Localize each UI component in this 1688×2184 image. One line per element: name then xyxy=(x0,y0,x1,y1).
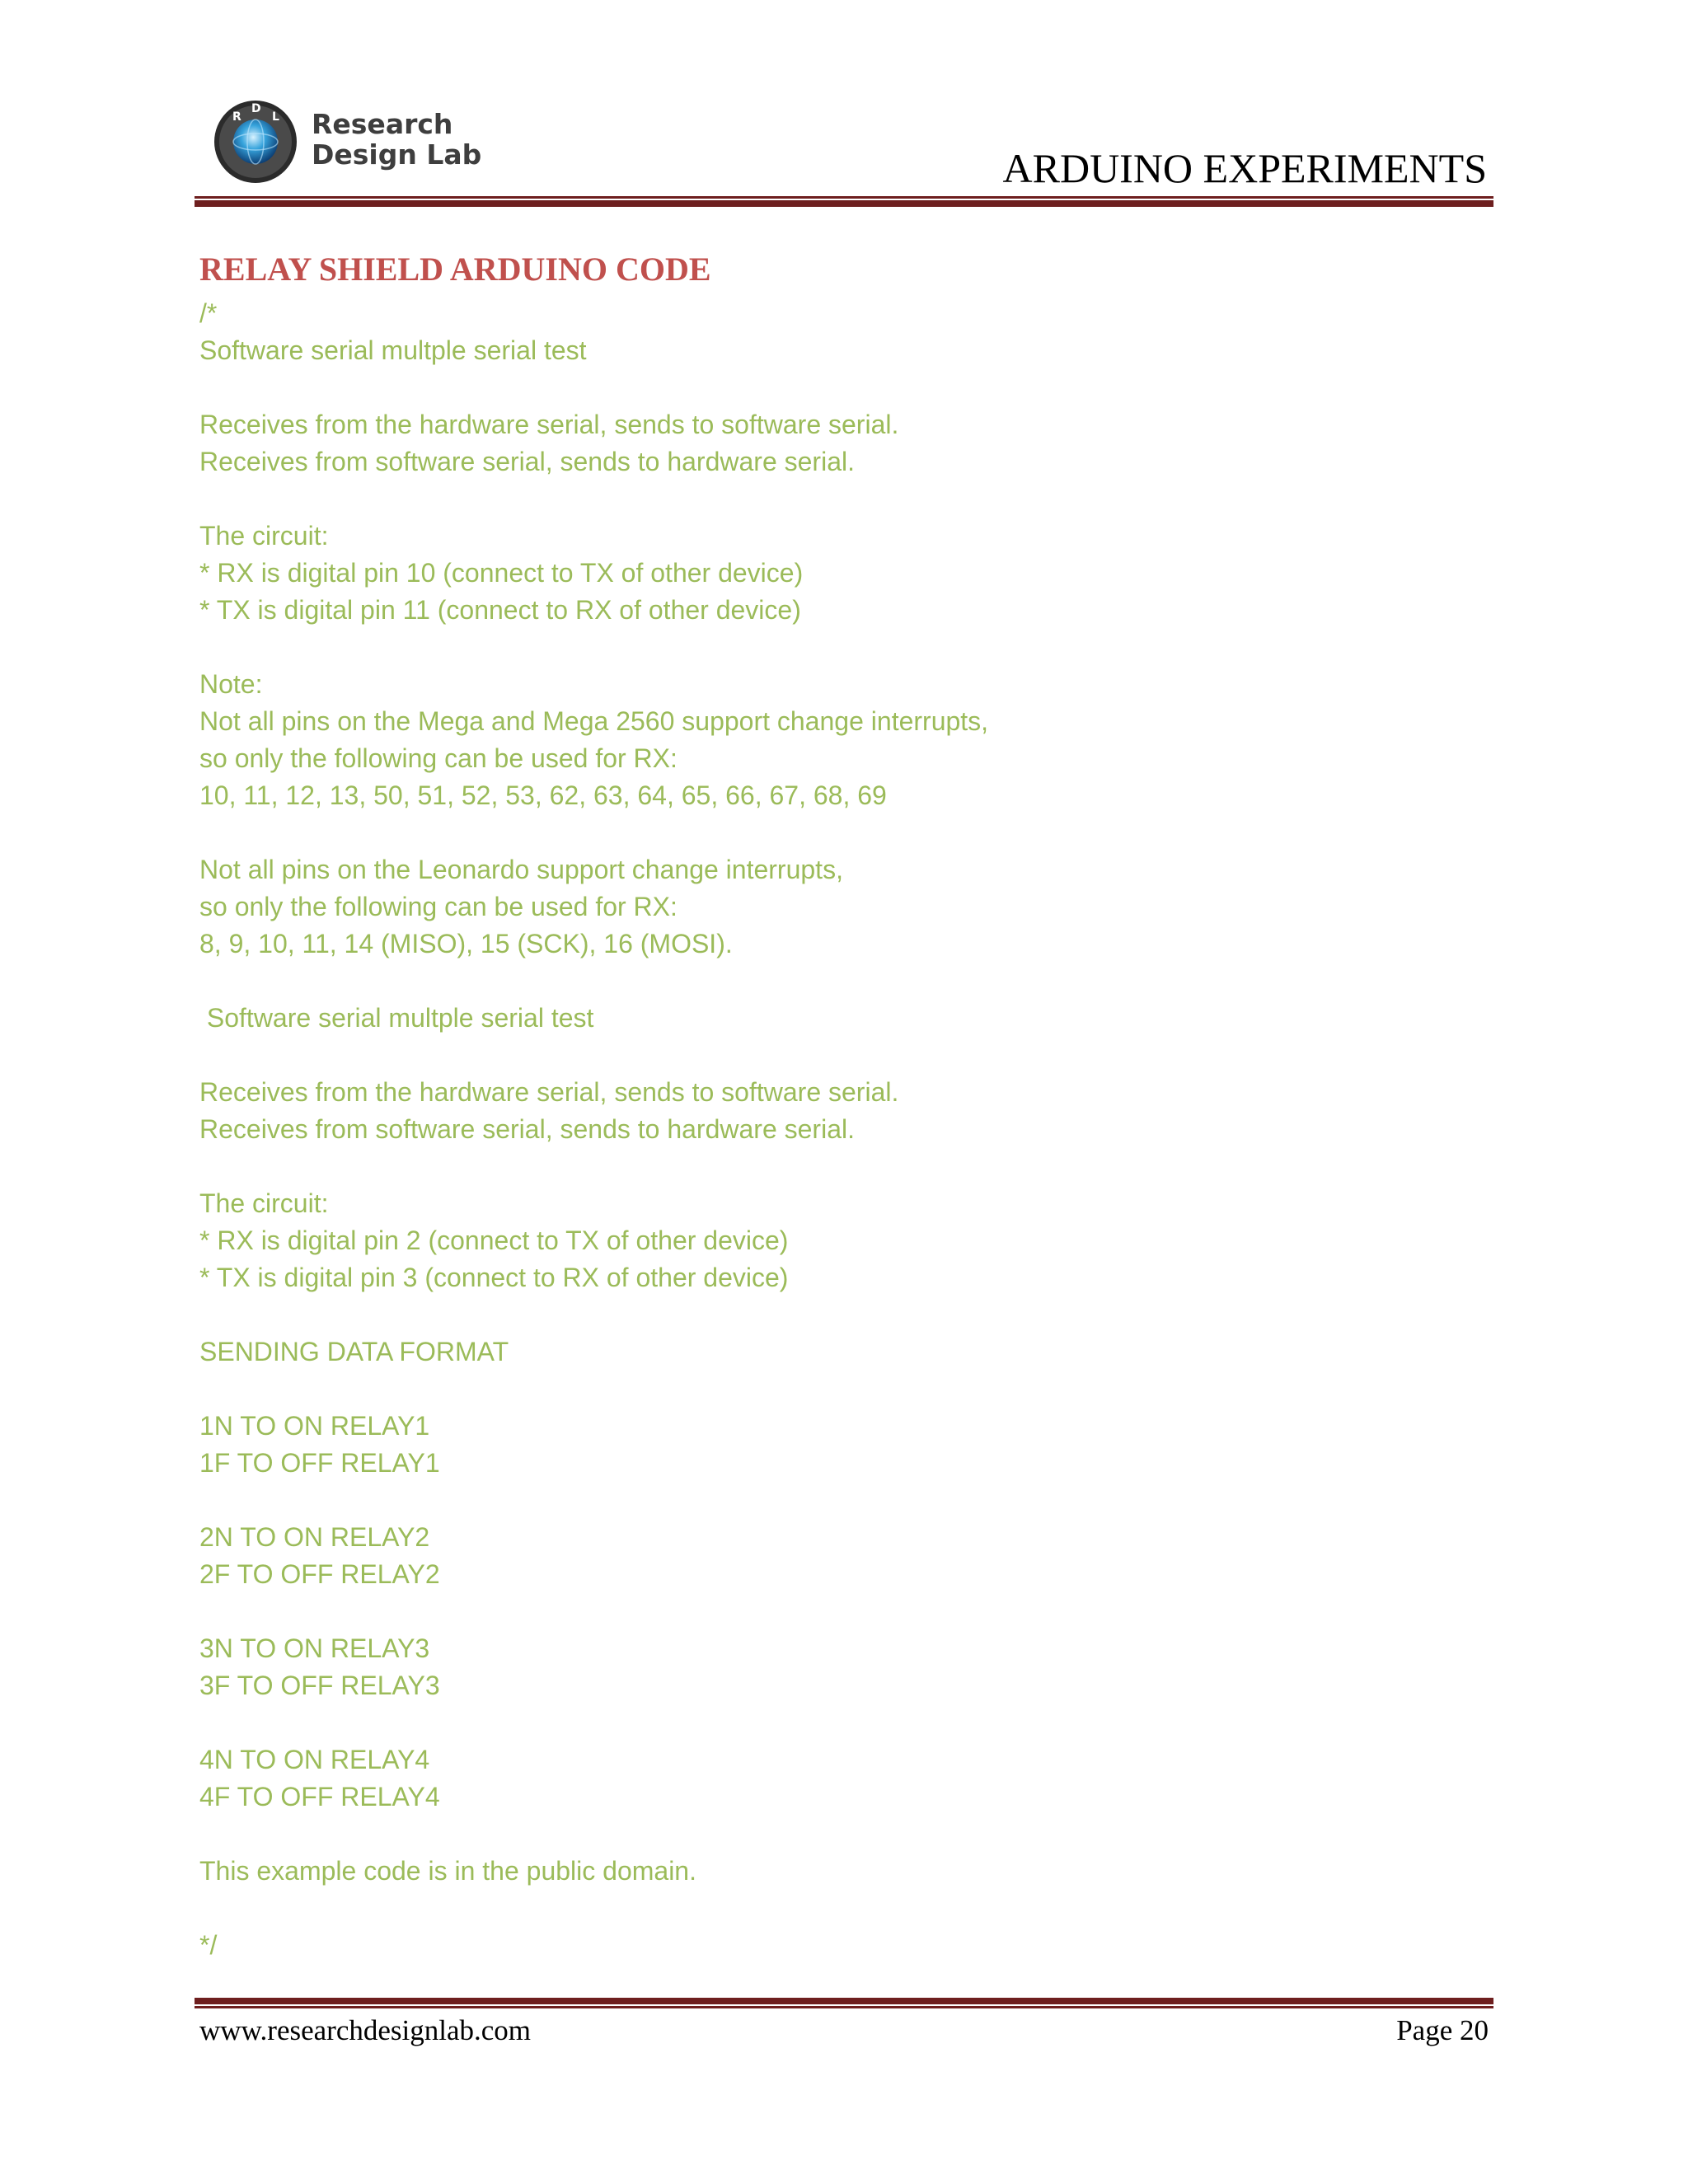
code-line: This example code is in the public domain. xyxy=(199,1856,696,1886)
logo-ring-letter-d: D xyxy=(251,102,261,115)
section-heading: RELAY SHIELD ARDUINO CODE xyxy=(199,251,711,288)
code-line xyxy=(199,1296,1436,1333)
code-line: 4N TO ON RELAY4 xyxy=(199,1745,430,1774)
code-line xyxy=(199,629,1436,666)
code-line: 2F TO OFF RELAY2 xyxy=(199,1559,440,1589)
code-line: The circuit: xyxy=(199,1188,329,1218)
code-line: Receives from software serial, sends to hardware serial. xyxy=(199,447,855,476)
code-line xyxy=(199,480,1436,518)
code-line: 1F TO OFF RELAY1 xyxy=(199,1448,440,1478)
code-line xyxy=(199,963,1436,1000)
code-line xyxy=(199,1482,1436,1519)
code-line xyxy=(199,1037,1436,1074)
code-line: Note: xyxy=(199,669,263,699)
code-line xyxy=(199,1148,1436,1185)
document-title: ARDUINO EXPERIMENTS xyxy=(1002,145,1487,191)
code-line: The circuit: xyxy=(199,521,329,551)
code-line: 3F TO OFF RELAY3 xyxy=(199,1671,440,1700)
code-line: Receives from the hardware serial, sends to software serial. xyxy=(199,1077,899,1107)
footer-website-url: www.researchdesignlab.com xyxy=(199,2014,532,2046)
code-line xyxy=(199,369,1436,406)
code-line: * TX is digital pin 3 (connect to RX of other device) xyxy=(199,1263,789,1292)
code-line: Receives from software serial, sends to hardware serial. xyxy=(199,1114,855,1144)
logo-line-research: Research xyxy=(312,108,453,140)
code-line: * RX is digital pin 10 (connect to TX of other device) xyxy=(199,558,804,588)
code-line: 10, 11, 12, 13, 50, 51, 52, 53, 62, 63, 64, 65, 66, 67, 68, 69 xyxy=(199,780,887,810)
code-line: 4F TO OFF RELAY4 xyxy=(199,1782,440,1811)
code-line: SENDING DATA FORMAT xyxy=(199,1337,509,1366)
code-line: Receives from the hardware serial, sends to software serial. xyxy=(199,410,899,439)
code-line xyxy=(199,1371,1436,1408)
code-line: so only the following can be used for RX: xyxy=(199,892,678,921)
code-line: * RX is digital pin 2 (connect to TX of other device) xyxy=(199,1226,789,1255)
code-line: * TX is digital pin 11 (connect to RX of other device) xyxy=(199,595,801,625)
code-line: so only the following can be used for RX: xyxy=(199,743,678,773)
code-line: */ xyxy=(199,1930,218,1960)
header-rule xyxy=(195,196,1493,207)
logo-line-design-lab: Design Lab xyxy=(312,138,482,171)
footer-page-number: Page 20 xyxy=(1396,2014,1489,2046)
code-line xyxy=(199,1816,1436,1853)
code-line: 2N TO ON RELAY2 xyxy=(199,1522,430,1552)
footer-rule xyxy=(195,1998,1493,2008)
code-line: Software serial multple serial test xyxy=(199,1003,594,1033)
code-line: Software serial multple serial test xyxy=(199,335,587,365)
code-line: /* xyxy=(199,298,218,328)
code-line xyxy=(199,1890,1436,1927)
company-logo xyxy=(213,97,485,188)
logo-ring-letter-r: R xyxy=(232,110,241,124)
code-line: Not all pins on the Mega and Mega 2560 support change interrupts, xyxy=(199,706,989,736)
code-comment-block xyxy=(199,295,1436,1964)
code-line: 3N TO ON RELAY3 xyxy=(199,1633,430,1663)
logo-ring-letter-l: L xyxy=(272,110,279,124)
code-line: Not all pins on the Leonardo support change interrupts, xyxy=(199,855,843,884)
code-line xyxy=(199,1704,1436,1741)
rdl-globe-icon xyxy=(213,99,298,185)
code-line xyxy=(199,1593,1436,1630)
code-line: 8, 9, 10, 11, 14 (MISO), 15 (SCK), 16 (MOSI). xyxy=(199,929,733,958)
code-line xyxy=(199,814,1436,851)
logo-wordmark xyxy=(312,109,481,170)
code-line: 1N TO ON RELAY1 xyxy=(199,1411,430,1441)
